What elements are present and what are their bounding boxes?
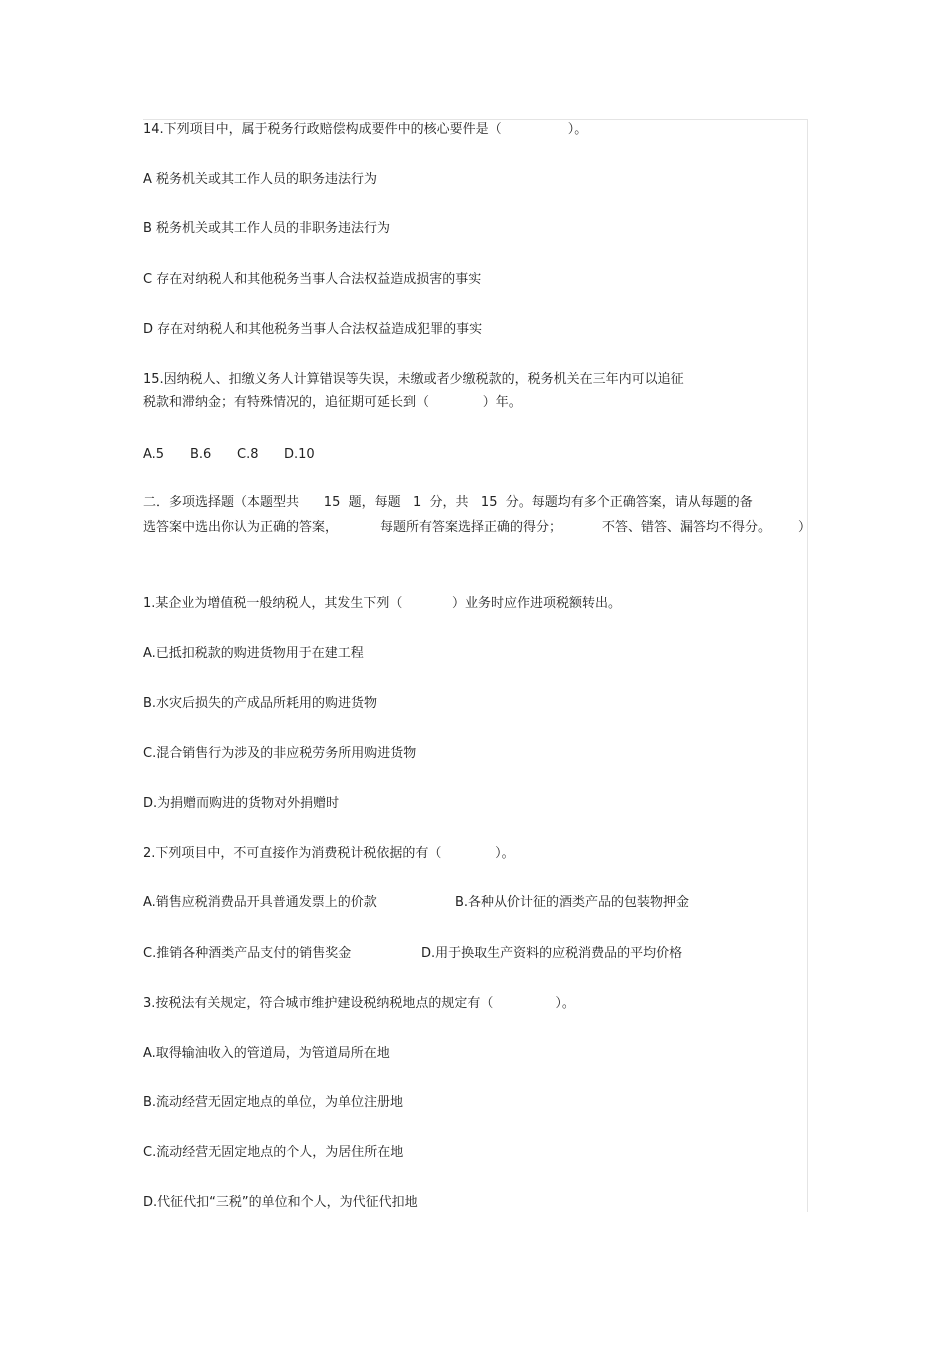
question-15-option-a: A.5	[143, 447, 165, 462]
mc-question-2-option-c: C.推销各种酒类产品支付的销售奖金	[143, 946, 352, 961]
question-15-stem-line2: 税款和滞纳金；有特殊情况的，追征期可延长到（ ）年。	[143, 395, 522, 410]
mc-question-2-option-d: D.用于换取生产资料的应税消费品的平均价格	[421, 946, 683, 961]
section-2-heading-line2-part4: ）	[798, 520, 812, 535]
question-15-option-d: D.10	[284, 447, 315, 462]
question-14-stem: 14.下列项目中，属于税务行政赔偿构成要件中的核心要件是（ ）。	[143, 122, 588, 137]
mc-question-1-stem: 1.某企业为增值税一般纳税人，其发生下列（ ）业务时应作进项税额转出。	[143, 596, 621, 611]
mc-question-2-stem: 2.下列项目中，不可直接作为消费税计税依据的有（ ）。	[143, 846, 515, 861]
question-15-stem-line1: 15.因纳税人、扣缴义务人计算错误等失误，未缴或者少缴税款的，税务机关在三年内可以追征	[143, 372, 684, 387]
mc-question-3-stem: 3.按税法有关规定，符合城市维护建设税纳税地点的规定有（ ）。	[143, 996, 575, 1011]
section-2-heading-line2-part2: 每题所有答案选择正确的得分；	[380, 520, 563, 535]
section-2-heading-line2-part3: 不答、错答、漏答均不得分。	[602, 520, 772, 535]
mc-question-2-option-b: B.各种从价计征的酒类产品的包装物押金	[455, 895, 690, 910]
mc-question-3-option-b: B.流动经营无固定地点的单位，为单位注册地	[143, 1095, 404, 1110]
question-14-option-a: A 税务机关或其工作人员的职务违法行为	[143, 172, 378, 187]
question-14-option-b: B 税务机关或其工作人员的非职务违法行为	[143, 221, 391, 236]
mc-question-3-option-d: D.代征代扣“三税”的单位和个人，为代征代扣地	[143, 1195, 418, 1210]
mc-question-1-option-c: C.混合销售行为涉及的非应税劳务所用购进货物	[143, 746, 417, 761]
question-15-option-c: C.8	[237, 447, 259, 462]
page-border-right	[807, 119, 808, 1212]
question-15-option-b: B.6	[190, 447, 212, 462]
question-14-option-d: D 存在对纳税人和其他税务当事人合法权益造成犯罪的事实	[143, 322, 483, 337]
mc-question-1-option-d: D.为捐赠而购进的货物对外捐赠时	[143, 796, 340, 811]
mc-question-3-option-a: A.取得输油收入的管道局，为管道局所在地	[143, 1046, 390, 1061]
page-border-top	[143, 119, 807, 120]
section-2-heading-line1: 二．多项选择题（本题型共 15 题，每题 1 分，共 15 分。每题均有多个正确答案，请从每题的备	[143, 495, 753, 510]
mc-question-2-option-a: A.销售应税消费品开具普通发票上的价款	[143, 895, 377, 910]
question-14-option-c: C 存在对纳税人和其他税务当事人合法权益造成损害的事实	[143, 272, 482, 287]
mc-question-1-option-a: A.已抵扣税款的购进货物用于在建工程	[143, 646, 364, 661]
mc-question-1-option-b: B.水灾后损失的产成品所耗用的购进货物	[143, 696, 378, 711]
section-2-heading-line2-part1: 选答案中选出你认为正确的答案，	[143, 520, 339, 535]
mc-question-3-option-c: C.流动经营无固定地点的个人，为居住所在地	[143, 1145, 404, 1160]
